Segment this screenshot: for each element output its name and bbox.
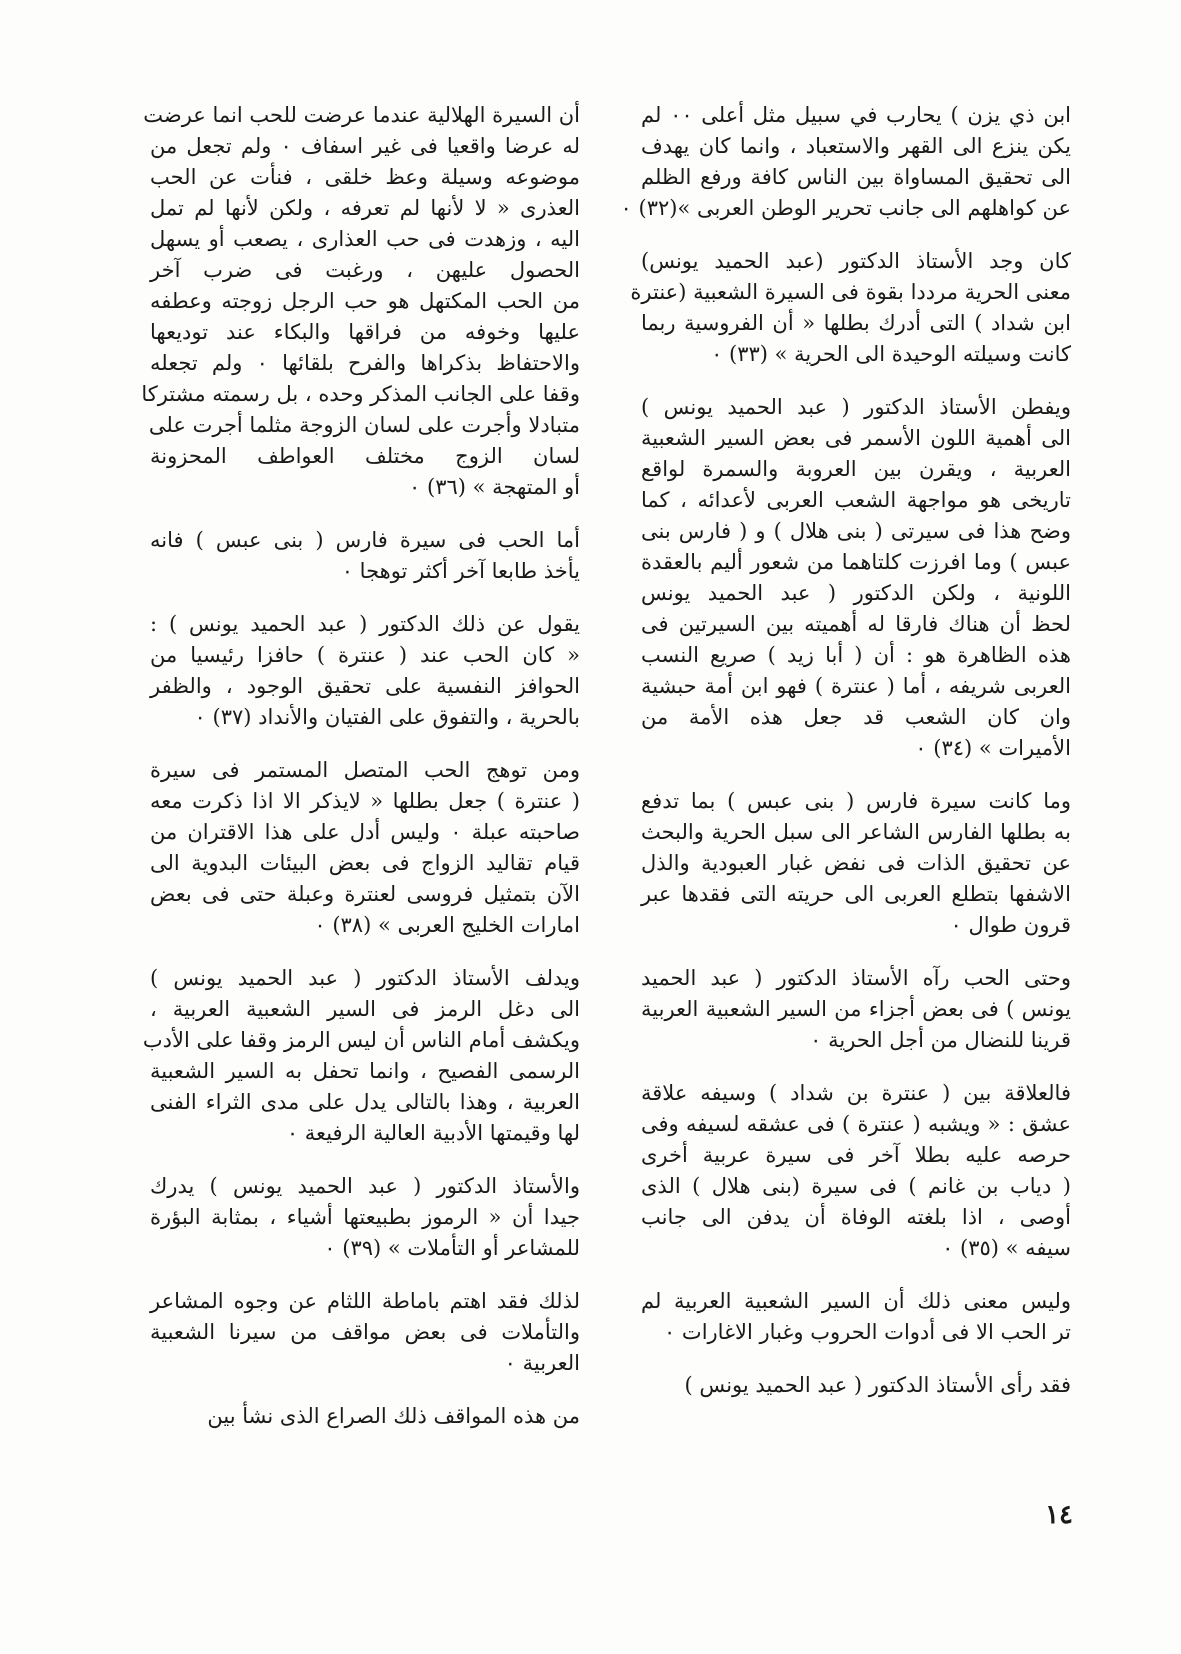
text-line: العذرى « لا لأنها لم تعرفه ، ولكن لأنها لم تمل (150, 196, 580, 220)
text-line: امارات الخليج العربى » (٣٨) ٠ (314, 913, 580, 937)
text-line: للمشاعر أو التأملات » (٣٩) ٠ (324, 1236, 580, 1260)
text-line: أوصى ، اذا بلغته الوفاة أن يدفن الى جانب (641, 1205, 1071, 1229)
text-line: ويكشف أمام الناس أن ليس الرمز وقفا على الأدب (142, 1028, 580, 1052)
text-line: أن السيرة الهلالية عندما عرضت للحب انما عرضت (143, 103, 580, 127)
paragraph (641, 392, 1071, 764)
text-line: الى أهمية اللون الأسمر فى بعض السير الشعبية (641, 426, 1071, 450)
text-line: يأخذ طابعا آخر أكثر توهجا ٠ (341, 559, 580, 583)
text-line: عليها وخوفه من فراقها والبكاء عند توديعها (150, 320, 580, 344)
text-line: الحوافز النفسية على تحقيق الوجود ، والظفر (150, 674, 580, 698)
text-line: وقفا على الجانب المذكر وحده ، بل رسمته مشتركا (141, 382, 580, 406)
left-column (141, 100, 580, 1454)
text-line: يونس ) فى بعض أجزاء من السير الشعبية العربية (641, 997, 1071, 1021)
text-line: كان وجد الأستاذ الدكتور (عبد الحميد يونس) (641, 249, 1071, 273)
text-line: معنى الحرية مرددا بقوة فى السيرة الشعبية (عنترة (630, 280, 1071, 304)
paragraph (150, 525, 580, 587)
page-number: ١٤ (1045, 1500, 1073, 1530)
paragraph (641, 1370, 1071, 1401)
paragraph (630, 246, 1071, 370)
text-line: يكن ينزع الى القهر والاستعباد ، وانما كان يهدف (641, 134, 1071, 158)
text-line: صاحبته عبلة ٠ وليس أدل على هذا الاقتران من (150, 820, 580, 844)
text-line: فالعلاقة بين ( عنترة بن شداد ) وسيفه علاقة (641, 1081, 1071, 1105)
text-line: كانت وسيلته الوحيدة الى الحرية » (٣٣) ٠ (711, 342, 1071, 366)
text-line: لها وقيمتها الأدبية العالية الرفيعة ٠ (286, 1121, 580, 1145)
paragraph (641, 1078, 1071, 1264)
text-line: الى تحقيق المساواة بين الناس كافة ورفع الظلم (641, 165, 1071, 189)
text-line: ومن توهج الحب المتصل المستمر فى سيرة (150, 758, 580, 782)
text-line: عبس ) وما افرزت كلتاهما من شعور أليم بالعقدة (641, 550, 1071, 574)
text-line: بالحرية ، والتفوق على الفتيان والأنداد (٣٧) ٠ (194, 705, 580, 729)
paragraph (641, 963, 1071, 1056)
text-line: الاشفها بتطلع العربى الى حريته التى فقدها عبر (641, 882, 1071, 906)
paragraph (150, 609, 580, 733)
text-line: لذلك فقد اهتم باماطة اللثام عن وجوه المشاعر (150, 1289, 580, 1313)
paragraph (150, 1171, 580, 1264)
text-line: تر الحب الا فى أدوات الحروب وغبار الاغارات ٠ (663, 1320, 1071, 1344)
text-line: جيدا أن « الرموز بطبيعتها أشياء ، بمثابة البؤرة (150, 1205, 580, 1229)
text-line: وضح هذا فى سيرتى ( بنى هلال ) و ( فارس بنى (641, 519, 1071, 543)
text-line: وحتى الحب رآه الأستاذ الدكتور ( عبد الحميد (641, 966, 1071, 990)
text-line: موضوعه وسيلة وعظ خلقى ، فنأت عن الحب (150, 165, 580, 189)
text-line: متبادلا وأجرت على لسان الزوجة مثلما أجرت على (148, 413, 580, 437)
text-line: قرينا للنضال من أجل الحرية ٠ (810, 1028, 1071, 1052)
text-line: العربية ٠ (504, 1351, 580, 1375)
text-line: الى دغل الرمز فى السير الشعبية العربية ، (150, 997, 580, 1021)
text-line: العربية ، ويقرن بين العروبة والسمرة لواقع (641, 457, 1071, 481)
text-line: الرسمى الفصيح ، وانما تحفل به السير الشعبية (150, 1059, 580, 1083)
text-line: والأستاذ الدكتور ( عبد الحميد يونس ) يدرك (150, 1174, 580, 1198)
text-line: وان كان الشعب قد جعل هذه الأمة من (641, 705, 1071, 729)
text-line: ( دياب بن غانم ) فى سيرة (بنى هلال ) الذى (641, 1174, 1071, 1198)
text-line: العربى شريفه ، أما ( عنترة ) فهو ابن أمة حبشية (641, 674, 1071, 698)
text-line: « كان الحب عند ( عنترة ) حافزا رئيسيا من (150, 643, 580, 667)
text-line: الآن بتمثيل فروسى لعنترة وعبلة حتى فى بعض (150, 882, 580, 906)
paragraph (141, 100, 580, 503)
text-line: له عرضا واقعيا فى غير اسفاف ٠ ولم تجعل من (150, 134, 580, 158)
text-line: عن كواهلهم الى جانب تحرير الوطن العربى »(٣٢) ٠ (620, 196, 1071, 220)
text-line: به بطلها الفارس الشاعر الى سبل الحرية والبحث (641, 820, 1071, 844)
text-line: عشق : « ويشبه ( عنترة ) فى عشقه لسيفه وفى (641, 1112, 1071, 1136)
text-line: اليه ، وزهدت فى حب العذارى ، يصعب أو يسهل (150, 227, 580, 251)
text-line: ابن ذي يزن ) يحارب في سبيل مثل أعلى ٠٠ لم (641, 103, 1071, 127)
text-line: ويفطن الأستاذ الدكتور ( عبد الحميد يونس ) (641, 395, 1071, 419)
paragraph (641, 786, 1071, 941)
text-line: وما كانت سيرة فارس ( بنى عبس ) بما تدفع (641, 789, 1071, 813)
text-line: الأميرات » (٣٤) ٠ (915, 736, 1071, 760)
text-line: قيام تقاليد الزواج فى بعض البيئات البدوية الى (150, 851, 580, 875)
text-line: والتأملات فى بعض مواقف من سيرنا الشعبية (150, 1320, 580, 1344)
text-line: أو المتهجة » (٣٦) ٠ (409, 475, 580, 499)
right-column (620, 100, 1071, 1423)
paragraph (150, 1286, 580, 1379)
text-line: الحصول عليهن ، ورغبت فى ضرب آخر (150, 258, 580, 282)
text-line: سيفه » (٣٥) ٠ (942, 1236, 1071, 1260)
text-line: حرصه عليه بطلا آخر فى سيرة عربية أخرى (641, 1143, 1071, 1167)
paragraph (150, 755, 580, 941)
text-line: فقد رأى الأستاذ الدكتور ( عبد الحميد يونس ) (684, 1373, 1071, 1397)
text-line: ابن شداد ) التى أدرك بطلها « أن الفروسية ربما (641, 311, 1071, 335)
text-line: ويدلف الأستاذ الدكتور ( عبد الحميد يونس ) (150, 966, 580, 990)
text-line: من هذه المواقف ذلك الصراع الذى نشأ بين (207, 1404, 580, 1428)
text-line: والاحتفاظ بذكراها والفرح بلقائها ٠ ولم تجعله (150, 351, 580, 375)
text-line: أما الحب فى سيرة فارس ( بنى عبس ) فانه (150, 528, 580, 552)
text-line: هذه الظاهرة هو : أن ( أبا زيد ) صريع النسب (641, 643, 1071, 667)
paragraph (150, 1401, 580, 1432)
text-line: العربية ، وهذا بالتالى يدل على مدى الثراء الفنى (150, 1090, 580, 1114)
text-line: لحظ أن هناك فارقا له أهميته بين السيرتين فى (641, 612, 1071, 636)
text-line: عن تحقيق الذات فى نفض غبار العبودية والذل (641, 851, 1071, 875)
text-line: لسان الزوج مختلف العواطف المحزونة (150, 444, 580, 468)
paragraph (641, 1286, 1071, 1348)
paragraph (142, 963, 580, 1149)
paragraph (620, 100, 1071, 224)
text-line: تاريخى هو مواجهة الشعب العربى لأعدائه ، كما (641, 488, 1071, 512)
text-line: من الحب المكتهل هو حب الرجل زوجته وعطفه (150, 289, 580, 313)
text-line: ( عنترة ) جعل بطلها « لايذكر الا اذا ذكرت معه (150, 789, 580, 813)
text-line: قرون طوال ٠ (950, 913, 1071, 937)
text-line: اللونية ، ولكن الدكتور ( عبد الحميد يونس (641, 581, 1071, 605)
text-line: وليس معنى ذلك أن السير الشعبية العربية لم (641, 1289, 1071, 1313)
text-line: يقول عن ذلك الدكتور ( عبد الحميد يونس ) : (150, 612, 580, 636)
